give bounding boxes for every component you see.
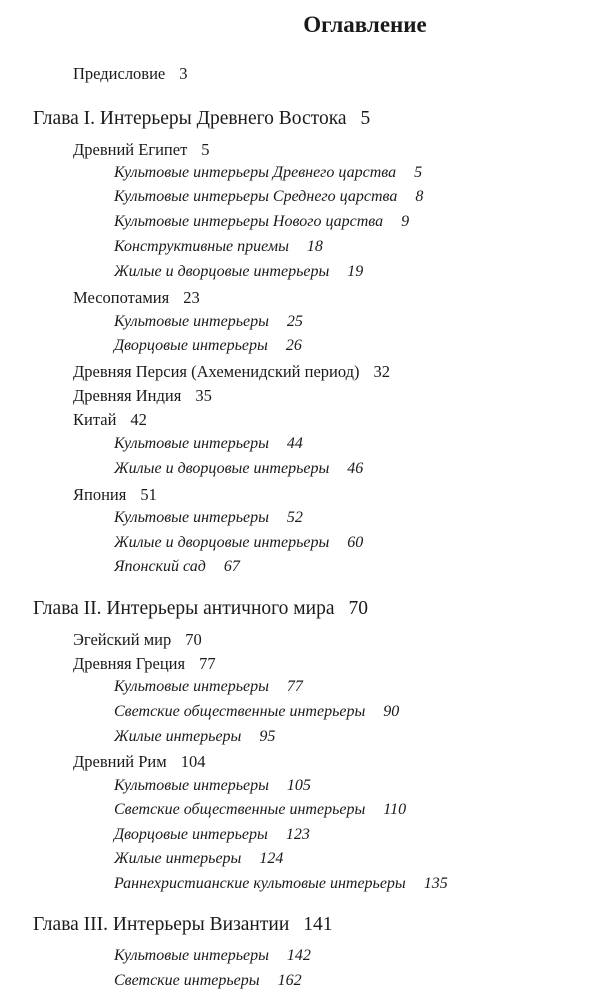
toc-section xyxy=(73,752,205,772)
toc-entry-title: Культовые интерьеры xyxy=(114,313,269,330)
toc-entry-title: Культовые интерьеры Среднего царства xyxy=(114,188,398,205)
toc-chapter xyxy=(33,914,333,936)
toc-entry-title: Эгейский мир xyxy=(73,630,172,649)
toc-entry-title: Япония xyxy=(73,485,127,504)
toc-subsection xyxy=(114,947,311,965)
toc-subsection xyxy=(114,558,240,576)
toc-entry-title: Древний Египет xyxy=(73,140,188,159)
toc-page-number: 123 xyxy=(285,826,310,843)
toc-section xyxy=(73,140,210,160)
toc-entry-title: Культовые интерьеры xyxy=(114,509,269,526)
toc-entry-title: Жилые и дворцовые интерьеры xyxy=(114,460,330,477)
toc-subsection xyxy=(114,678,303,696)
toc-page-number: 5 xyxy=(360,108,371,129)
toc-page-number: 3 xyxy=(179,64,188,83)
toc-page-number: 52 xyxy=(286,509,303,526)
toc-subsection xyxy=(114,728,275,746)
toc-subsection xyxy=(114,460,363,478)
toc-entry-title: Дворцовые интерьеры xyxy=(114,337,268,354)
toc-section xyxy=(73,288,200,308)
toc-page-number: 26 xyxy=(285,337,302,354)
toc-entry-title: Предисловие xyxy=(73,64,166,83)
toc-subsection xyxy=(114,337,302,355)
toc-chapter xyxy=(33,108,370,130)
toc-subsection xyxy=(114,875,448,893)
toc-entry-title: Жилые и дворцовые интерьеры xyxy=(114,263,330,280)
toc-page-number: 162 xyxy=(277,972,302,989)
toc-entry-title: Древняя Персия (Ахеменидский период) xyxy=(73,362,360,381)
toc-entry-title: Культовые интерьеры xyxy=(114,678,269,695)
toc-entry-title: Древняя Греция xyxy=(73,654,186,673)
toc-page-number: 77 xyxy=(199,654,216,673)
toc-entry-title: Глава II. Интерьеры античного мира xyxy=(33,598,335,619)
toc-section xyxy=(73,64,188,84)
toc-page-number: 90 xyxy=(383,703,400,720)
toc-entry-title: Культовые интерьеры xyxy=(114,777,269,794)
toc-entry-title: Конструктивные приемы xyxy=(114,238,289,255)
toc-entry-title: Светские интерьеры xyxy=(114,972,260,989)
toc-subsection xyxy=(114,238,323,256)
toc-entry-title: Культовые интерьеры Нового царства xyxy=(114,213,384,230)
toc-subsection xyxy=(114,850,283,868)
toc-entry-title: Месопотамия xyxy=(73,288,170,307)
toc-section xyxy=(73,630,202,650)
toc-page-number: 23 xyxy=(183,288,200,307)
toc-page-number: 18 xyxy=(306,238,323,255)
toc-page-number: 95 xyxy=(259,728,276,745)
toc-subsection xyxy=(114,213,409,231)
toc-subsection xyxy=(114,263,363,281)
toc-section xyxy=(73,654,216,674)
toc-page-number: 44 xyxy=(286,435,303,452)
toc-entry-title: Раннехристианские культовые интерьеры xyxy=(114,875,406,892)
toc-page-number: 5 xyxy=(201,140,210,159)
toc-subsection xyxy=(114,703,399,721)
toc-section xyxy=(73,410,147,430)
toc-entry-title: Японский сад xyxy=(114,558,206,575)
toc-entry-title: Глава III. Интерьеры Византии xyxy=(33,914,290,935)
toc-entry-title: Дворцовые интерьеры xyxy=(114,826,268,843)
toc-entry-title: Светские общественные интерьеры xyxy=(114,703,366,720)
toc-entry-title: Культовые интерьеры Древнего царства xyxy=(114,164,397,181)
toc-entry-title: Древняя Индия xyxy=(73,386,182,405)
toc-page-number: 141 xyxy=(303,914,333,935)
toc-page-number: 35 xyxy=(195,386,212,405)
toc-page-number: 8 xyxy=(415,188,424,205)
toc-page-number: 19 xyxy=(347,263,364,280)
toc-page-number: 60 xyxy=(347,534,364,551)
toc-page-number: 32 xyxy=(373,362,391,381)
toc-page-number: 70 xyxy=(185,630,202,649)
toc-section xyxy=(73,362,390,382)
toc-page-number: 9 xyxy=(401,213,410,230)
toc-entry-title: Жилые интерьеры xyxy=(114,850,242,867)
toc-subsection xyxy=(114,188,423,206)
toc-entry-title: Древний Рим xyxy=(73,752,167,771)
toc-entry-title: Светские общественные интерьеры xyxy=(114,801,366,818)
toc-subsection xyxy=(114,801,406,819)
toc-section xyxy=(73,386,212,406)
toc-chapter xyxy=(33,598,368,620)
toc-section xyxy=(73,485,157,505)
toc-entry-title: Жилые и дворцовые интерьеры xyxy=(114,534,330,551)
toc-subsection xyxy=(114,972,302,990)
toc-entry-title: Культовые интерьеры xyxy=(114,435,269,452)
toc-subsection xyxy=(114,509,303,527)
toc-entry-title: Культовые интерьеры xyxy=(114,947,269,964)
toc-entry-title: Жилые интерьеры xyxy=(114,728,242,745)
toc-page-number: 142 xyxy=(286,947,311,964)
toc-subsection xyxy=(114,534,363,552)
toc-page-number: 67 xyxy=(223,558,240,575)
toc-subsection xyxy=(114,777,311,795)
toc-page-number: 135 xyxy=(423,875,448,892)
toc-subsection xyxy=(114,164,422,182)
toc-page-number: 124 xyxy=(259,850,284,867)
toc-page-number: 110 xyxy=(383,801,407,818)
toc-entry-title: Китай xyxy=(73,410,117,429)
toc-subsection xyxy=(114,435,303,453)
toc-page-number: 70 xyxy=(348,598,368,619)
toc-page-number: 77 xyxy=(286,678,303,695)
toc-subsection xyxy=(114,826,310,844)
toc-page-number: 51 xyxy=(140,485,157,504)
page-title: Оглавление xyxy=(303,12,427,37)
toc-subsection xyxy=(114,313,303,331)
toc-page-number: 25 xyxy=(286,313,303,330)
toc-page-number: 42 xyxy=(130,410,147,429)
toc-page-number: 46 xyxy=(347,460,364,477)
toc-page-number: 105 xyxy=(286,777,311,794)
toc-page-number: 104 xyxy=(180,752,206,771)
toc-page-number: 5 xyxy=(414,164,423,181)
toc-entry-title: Глава I. Интерьеры Древнего Востока xyxy=(33,108,347,129)
